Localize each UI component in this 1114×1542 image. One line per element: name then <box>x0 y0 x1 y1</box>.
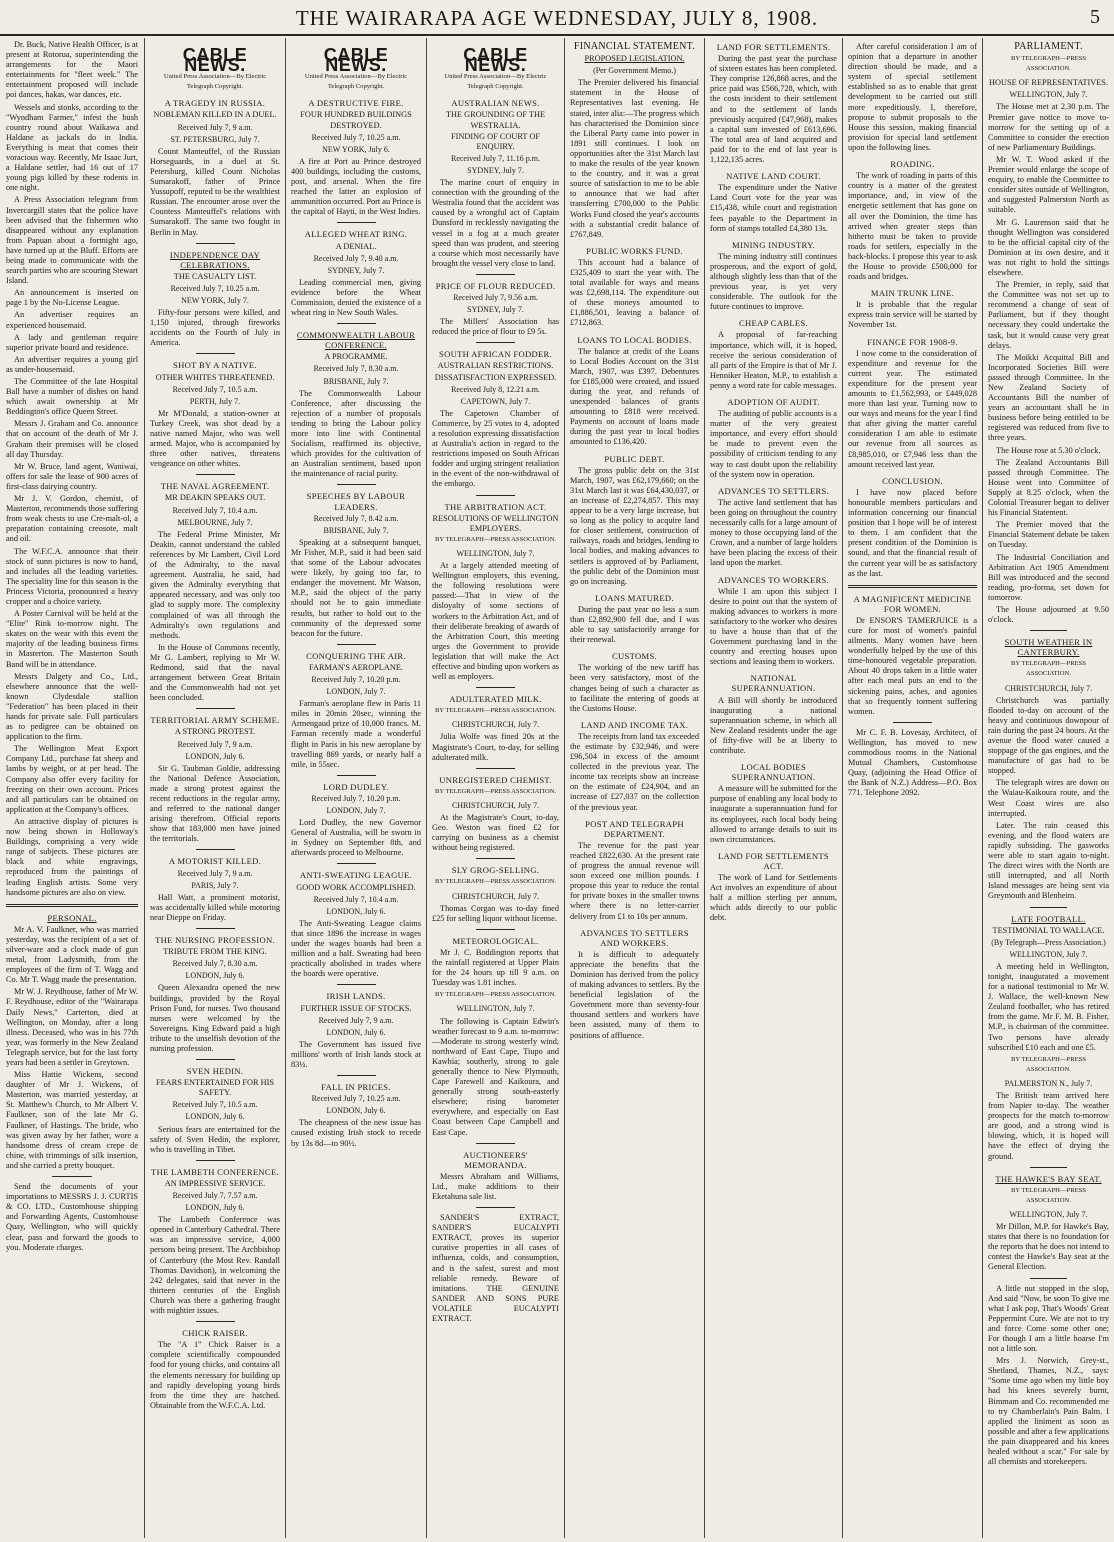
page-number: 5 <box>1090 6 1100 28</box>
dateline: SYDNEY, July 7. <box>467 305 524 315</box>
received-date: Received July 7, 10.25 a.m. <box>170 283 260 293</box>
divider <box>476 687 514 688</box>
advertisement: Mrs J. Norwich, Grey-st., Shetland, Thames, N.Z., says: "Some time ago when my little boy had his knees severely burnt, Bimmam and Co. recommended me to try Chamberlain's Pain Balm. I applied the liniment as soon as possible and after a few applications the pain disappeared and his knees healed without a scar." For sale by all chemists and storekeepers. <box>988 1356 1109 1467</box>
paragraph: The work of Land for Settlements Act involves an expenditure of about half a million sterling per annum, which adds directly to our public debt. <box>710 873 837 923</box>
section-heading: FINANCIAL STATEMENT. <box>573 41 696 52</box>
paragraph: The Zealand Accountants Bill passed through Committee. The House went into Committee of Supply at 8.25 o'clock, when the Colonial Treasurer began to deliver his Financial Statement. <box>988 457 1109 518</box>
divider <box>337 1075 376 1076</box>
story-subheading: RESOLUTIONS OF WELLINGTON EMPLOYERS. <box>432 513 559 533</box>
story-text: The Commonwealth Labour Conference, after discussing the rejection of a number of proposals tending to bring the Labour policy more into line with Continental Socialism, reaffirmed its objective, which provides for the cultivation of an Australian sentiment, based upon the maintenance of racial purity. <box>291 388 421 479</box>
story-heading: THE LAMBETH CONFERENCE. <box>151 1166 279 1177</box>
column-rule <box>426 38 427 1538</box>
wire-credit: BY TELEGRAPH—PRESS ASSOCIATION. <box>434 535 557 543</box>
column-rule <box>564 38 565 1538</box>
story-heading: SLY GROG-SELLING. <box>451 865 540 876</box>
dateline: WELLINGTON, July 7. <box>1009 90 1088 100</box>
paragraph: The Moikki Acquittal Bill and Incorporated Societies Bill were passed through Committee. In the New Zealand Society of Accountants Bill the number of years an accountant shall be in business before being entitled to be registered was reduced from five to three years. <box>988 352 1109 443</box>
received-date: Received July 7, 10.25 a.m. <box>311 132 401 142</box>
story-text: The Capetown Chamber of Commerce, by 25 votes to 4, adopted a resolution expressing dissatisfaction at Australia's action in regard to the restrictions imposed on South African fodder and urging stringent retaliation in the event of the non-withdrawal of the embargo. <box>432 408 559 489</box>
dateline: LONDON, July 6. <box>185 971 245 981</box>
paragraph: The House met at 2.30 p.m. The Premier gave notice to move to-morrow for the setting up of a Committee to consider the erection of new Parliamentary Buildings. <box>988 102 1109 152</box>
paragraph: While I am upon this subject I desire to point out that the system of making advances to workers is more satisfactory to the worker who desires to have a house than that of the Government purchasing land in the country and erecting houses upon sections and leasing them to workers. <box>710 586 837 667</box>
story-subheading: TRIBUTE FROM THE KING. <box>163 947 267 957</box>
paragraph: The Committee of the late Hospital Ball have a number of dishes on hand which await ownership at Mr Beddington's office Queen Street. <box>6 377 138 417</box>
story-heading: COMMONWEALTH LABOUR CONFERENCE. <box>296 330 416 351</box>
story-text: Messrs Abraham and Williams, Ltd., make additions to their Eketahuna sale list. <box>432 1171 559 1201</box>
story-subheading: AUSTRALIAN RESTRICTIONS. <box>437 361 554 371</box>
wire-credit: BY TELEGRAPH—PRESS ASSOCIATION. <box>434 991 557 999</box>
dateline: CHRISTCHURCH, July 7. <box>451 720 540 730</box>
section-subheading: HOUSE OF REPRESENTATIVES. <box>989 78 1108 88</box>
divider <box>1030 907 1066 908</box>
dateline: CHRISTCHURCH, July 7. <box>451 800 540 810</box>
received-date: Received July 7, 8.42 a.m. <box>313 513 399 523</box>
received-date: Received July 7, 10.4 a.m. <box>313 894 399 904</box>
story-text: The Government has issued five millions' worth of Irish lands stock at 83½. <box>291 1039 421 1069</box>
received-date: Received July 7, 10.25 a.m. <box>311 1094 401 1104</box>
dateline: LONDON, July 6. <box>185 751 245 761</box>
dateline: SYDNEY, July 7. <box>467 165 524 175</box>
story-heading: THE NURSING PROFESSION. <box>155 935 275 946</box>
story-heading: SPEECHES BY LABOUR LEADERS. <box>306 491 406 512</box>
paragraph: An announcement is inserted on page 1 by the No-License League. <box>6 288 138 308</box>
story-text: The Millers' Association has reduced the price of flour to £9 5s. <box>432 317 559 337</box>
divider <box>476 342 514 343</box>
dateline: PARIS, July 7. <box>191 880 239 890</box>
story-heading: THE ARBITRATION ACT. <box>444 501 547 512</box>
wire-credit: BY TELEGRAPH—PRESS ASSOCIATION. <box>1011 1186 1086 1204</box>
story-subheading: GOOD WORK ACCOMPLISHED. <box>296 882 416 892</box>
dateline: NEW YORK, July 6. <box>322 144 390 154</box>
story-heading: PRICE OF FLOUR REDUCED. <box>435 280 556 291</box>
paragraph: During the past year the purchase of sixteen estates has been completed. They comprise 126,868 acres, and the price paid was £566,728, which, with the costs incident to their settlement and to the settlement of lands previously acquired (£47,968), makes a capital sum invested of £613,696. The total area of land acquired and paid for to the end of last year is 1,122,135 acres. <box>710 54 837 165</box>
paragraph: The working of the new tariff has been very satisfactory, most of the changes being of such a character as to facilitate the entering of goods at the Customs House. <box>570 663 699 713</box>
dateline: LONDON, July 6. <box>326 1027 386 1037</box>
story-heading: THE HAWKE'S BAY SEAT. <box>995 1173 1102 1184</box>
story-text: Thomas Corgan was to-day fined £25 for selling liquor without license. <box>432 903 559 923</box>
dateline: LONDON, July 6. <box>185 1203 245 1213</box>
paragraph: The expenditure under the Native Land Court vote for the year was £15,438, while court and registration fees payable to the Department in form of stamps totalled £4,380 13s. <box>710 183 837 233</box>
dateline: LONDON, July 6. <box>326 1106 386 1116</box>
paragraph: A measure will be submitted for the purpose of enabling any local body to inaugurate a superannuation fund for its employees, each local body being allowed to arrange details to suit its own circumstances. <box>710 784 837 844</box>
received-date: Received July 8, 12.21 a.m. <box>451 384 540 394</box>
subheading: ADVANCES TO SETTLERS AND WORKERS. <box>580 927 689 948</box>
paragraph: The Wellington Meat Export Company Ltd., purchase fat sheep and lambs by weight, or at per head. The Company also offer every facility for freezing on their own account. Prices and all particulars can be obtained on application at the Company's offices. <box>6 744 138 814</box>
divider <box>337 484 376 485</box>
story-subheading: FOUR HUNDRED BUILDINGS DESTROYED. <box>300 110 412 130</box>
story-text: The Anti-Sweating League claims that since 1896 the increase in wages under the wages boards had been a million and a half. Sweating had been practically abolished in trades where the boards were operative. <box>291 918 421 979</box>
story-subheading: NOBLEMAN KILLED IN A DUEL. <box>153 110 277 120</box>
story-heading: A DESTRUCTIVE FIRE. <box>308 98 404 109</box>
story-heading: ALLEGED WHEAT RING. <box>304 229 408 240</box>
divider <box>476 858 514 859</box>
column-heading: CABLE NEWS. <box>182 45 248 76</box>
divider <box>196 1059 235 1060</box>
dateline: BRISBANE, July 7. <box>323 376 389 386</box>
dateline: LONDON, July 7. <box>326 806 386 815</box>
column-rule <box>982 38 983 1538</box>
divider <box>337 775 376 776</box>
column-financial-continued <box>710 40 837 1538</box>
dateline: ST. PETERSBURG, July 7. <box>170 134 260 144</box>
paragraph: Mr W. J. Reydhouse, father of Mr W. F. Reydhouse, editor of the "Wairarapa Daily News," Carterton, died at Wellington, on Monday, after a long illness. Deceased, who was in his 77th year, was formerly in the New Zealand Telegraph service, but for the last forty years had been a settler in Greytown. <box>6 987 138 1067</box>
divider <box>476 929 514 930</box>
dateline: CAPETOWN, July 7. <box>460 396 531 406</box>
divider <box>196 1160 235 1161</box>
dateline: LONDON, July 7. <box>326 687 386 697</box>
source-note: (Per Government Memo.) <box>593 66 676 76</box>
section-heading: PERSONAL. <box>47 912 97 923</box>
divider <box>337 323 376 324</box>
wire-credit: BY TELEGRAPH—PRESS ASSOCIATION. <box>1011 1055 1086 1073</box>
paragraph: Mr G. Laurenson said that he thought Wellington was considered to be the official capital city of the Dominion at its own desire, and it was not right to hold the sittings elsewhere. <box>988 217 1109 277</box>
story-heading: SVEN HEDIN. <box>186 1066 244 1077</box>
subheading: FINANCE FOR 1908-9. <box>867 336 958 347</box>
subheading: LAND AND INCOME TAX. <box>580 719 689 730</box>
subheading: ADVANCES TO WORKERS. <box>717 574 830 585</box>
story-subheading: OTHER WHITES THREATENED. <box>155 372 275 382</box>
received-date: Received July 7, 9 a.m. <box>318 1015 394 1025</box>
paragraph: A meeting held in Wellington, tonight, inaugurated a movement for a national testimonial to Mr W. J. Wallace, the well-known New Zealand footballer, who has retired from the game. Mr F. M. B. Fisher, M.P., is chairman of the committee. Two persons have already subscribed £10 each and one £5. <box>988 961 1109 1052</box>
received-date: Received July 7, 9.40 a.m. <box>313 253 399 263</box>
subheading: CUSTOMS. <box>612 651 657 662</box>
section-heading: PARLIAMENT. <box>1014 41 1083 52</box>
received-date: Received July 7, 9 a.m. <box>177 868 253 878</box>
story-heading: CONQUERING THE AIR. <box>306 650 406 661</box>
section-subheading: PROPOSED LEGISLATION. <box>584 54 685 64</box>
column-rule <box>144 38 145 1538</box>
paragraph: The receipts from land tax exceeded the estimate by £32,946, and were £96,504 in excess of the amount collected in the previous year. The income tax receipts show an increase on the estimate of £24,904, and an increase of £27,037 on the collection of the previous year. <box>570 731 699 812</box>
story-subheading: MR DEAKIN SPEAKS OUT. <box>164 493 266 503</box>
story-heading: FALL IN PRICES. <box>321 1082 391 1093</box>
story-heading: INDEPENDENCE DAY CELEBRATIONS. <box>169 249 261 270</box>
story-heading: AUCTIONEERS' MEMORANDA. <box>463 1149 528 1170</box>
paragraph: The mining industry still continues prosperous, and the export of gold, although slightly less than that of the previous year, is yet very considerable. The outlook for the future continues to improve. <box>710 251 837 312</box>
column-cable-news-1 <box>150 40 280 1538</box>
paragraph: Mr J. V. Gordon, chemist, of Masterton, recommends those suffering from weak chests to use Cre-malt-ol, a preparation containing creosote, malt and oil. <box>6 494 138 544</box>
advertisement: SANDER'S EXTRACT, SANDER'S EUCALYPTI EXTRACT, proves its superior curative properties in all cases of influenza, colds, and consumption, and is the safest, surest and most reliable remedy. Beware of imitations. THE GENUINE SANDER AND SONS PURE VOLATILE EUCALYPTI EXTRACT. <box>432 1213 559 1324</box>
story-subheading: FEARS ENTERTAINED FOR HIS SAFETY. <box>156 1078 274 1098</box>
paragraph: The W.F.C.A. announce that their stock of sunn pictures is now to hand, and includes all the leading varieties. The speciality line for this season is the Princess Victoria, pronounced a heavy cropper and a choice variety. <box>6 546 138 606</box>
section-divider <box>6 904 138 907</box>
story-heading: SOUTH AFRICAN FODDER. <box>438 349 553 360</box>
paragraph: Messrs Dalgety and Co., Ltd., elsewhere announce that the well-known Clydesdale stallion "Federation" has been placed in their hands for private sale. Full particulars as to pedigree can be obtained on application to the firm. <box>6 671 138 742</box>
section-divider <box>848 585 977 588</box>
advert-heading: CHICK RAISER. <box>182 1328 248 1339</box>
dateline: WELLINGTON, July 7. <box>1009 949 1088 959</box>
advert-heading: A MAGNIFICENT MEDICINE FOR WOMEN. <box>853 593 972 614</box>
received-date: Received July 7, 7.57 a.m. <box>172 1191 258 1200</box>
story-text: Lord Dudley, the new Governor General of Australia, will be sworn in in Sydney on September 8th, and afterwards proceed to Melbourne. <box>291 818 421 858</box>
story-text: The following is Captain Edwin's weather forecast to 9 a.m. to-morrow:—Moderate to strong westerly wind, northward of East Cape, Tiupo and Kawhia; southerly, strong to gale generally thence to New Plymouth, Cape Farewell and Kaikoura, and generally strong south-easterly elsewhere; rising barometer everywhere, and especially on East Coast between Cape Campbell and East Cape. <box>432 1016 559 1137</box>
paragraph: The Premier delivered his financial statement in the House of Representatives last evening. He stated, inter alia:—The progress which has characterised the Dominion since the Liberal Party came into power in 1891 still continues. I look on opportunities after the 31st March last to make the results of the year known to the country, and it was a great source of satisfaction to me to be able to announce that we had after transferring £700,000 to the Public Works Fund closed the year's accounts with a substantial credit balance of £767,849. <box>570 78 699 239</box>
paragraph: The Premier, in reply, said that the Committee was not set up to recommend a change of seat of Parliament, but if they thought necessary they could undertake the task, but it would cause very great delays. <box>988 280 1109 350</box>
dateline: CHRISTCHURCH, July 7. <box>451 891 540 901</box>
story-text: Mr J. C. Boddington reports that the rainfall registered at Upper Plain for the 24 hours up till 9 a.m. on Tuesday was 1.81 inches. <box>432 947 559 988</box>
divider <box>196 928 235 929</box>
paragraph: The auditing of public accounts is a matter of the very greatest importance, and every effort should be made to prevent even the possibility of criticism tending to any way to cast doubt upon the reliability of the system now in operation. <box>710 409 837 479</box>
paragraph: A lady and gentleman require superior private board and residence. <box>6 332 138 352</box>
divider <box>1030 630 1066 631</box>
received-date: Received July 7, 8.30 a.m. <box>313 364 399 374</box>
story-heading: LATE FOOTBALL. <box>1011 913 1086 924</box>
divider <box>196 708 235 709</box>
story-heading: IRISH LANDS. <box>326 991 386 1002</box>
story-subheading: THE CASUALTY LIST. <box>173 271 257 281</box>
paragraph: Messrs J. Graham and Co. announce that on account of the death of Mr J. Graham their premises will be closed all day Thursday. <box>6 419 138 459</box>
wire-credit: United Press Association—By Electric Telegraph Copyright. <box>304 73 408 91</box>
divider <box>476 768 514 769</box>
divider <box>1030 1167 1066 1168</box>
paragraph: During the past year no less a sum than £2,892,900 fell due, and I was able to say satisfactorily arrange for their renewal. <box>570 604 699 645</box>
received-date: Received July 7, 11.16 p.m. <box>450 153 541 163</box>
paragraph: The British team arrived here from Napier to-day. The weather prospects for the match to-morrow are good, and a strong wind is blowing, which, it is hoped will have the effect of drying the ground. <box>988 1091 1109 1161</box>
story-text: In the House of Commons recently, Mr G. Lambert, replying to Mr W. Redmond, said that the naval arrangement between Great Britain and the Commonwealth had not yet been concluded. <box>150 642 280 703</box>
column-local-notes <box>6 40 138 1538</box>
divider <box>196 353 235 354</box>
paragraph: Wessels and stonks, according to the "Wyndham Farmer," infest the bush country round about Waikawa and Haldane as jackals do in India. Everything is meat that comes their voracious way. Recently, Mr Isaac Jurt, a Haldane settler, had 16 out of 17 young pigs killed by these rodents in one night. <box>6 102 138 193</box>
column-rule <box>842 38 843 1538</box>
divider <box>337 222 376 223</box>
story-heading: THE NAVAL AGREEMENT. <box>160 481 270 492</box>
paragraph: The Premier moved that the Financial Statement debate be taken on Tuesday. <box>988 520 1109 550</box>
story-subheading: DISSATISFACTION EXPRESSED. <box>434 372 557 382</box>
dateline: WELLINGTON, July 7. <box>456 1004 535 1014</box>
subheading: LAND FOR SETTLEMENTS ACT. <box>717 850 830 871</box>
dateline: WELLINGTON, July 7. <box>456 548 535 558</box>
dateline: PALMERSTON N., July 7. <box>1004 1078 1093 1088</box>
column-cable-news-2 <box>291 40 421 1538</box>
subheading: ROADING. <box>890 159 935 170</box>
paragraph: A Bill will shortly be introduced inaugurating a national superannuation scheme, in which all New Zealand residents under the age of fifty-five will be at liberty to contribute. <box>710 695 837 755</box>
column-heading: CABLE NEWS. <box>323 45 389 76</box>
received-date: Received July 7, 8.30 a.m. <box>172 959 258 969</box>
story-text: Julia Wolfe was fined 20s at the Magistrate's Court, to-day, for selling adulterated milk. <box>432 732 559 762</box>
story-subheading: A DENIAL. <box>335 241 377 251</box>
story-heading: A MOTORIST KILLED. <box>168 856 262 867</box>
story-subheading: A STRONG PROTEST. <box>174 727 256 737</box>
story-heading: ADULTERATED MILK. <box>449 694 542 705</box>
received-date: Received July 7, 10.5 a.m. <box>172 1100 258 1110</box>
received-date: Received July 7, 9 a.m. <box>177 739 253 749</box>
story-text: Queen Alexandra opened the new buildings, provided by the Royal Prison Fund, for nurses. Two thousand nurses were welcomed by the Sovereigns. King Edward paid a high tribute to the unselfish devotion of the nursing profession. <box>150 983 280 1053</box>
story-text: Leading commercial men, giving evidence before the Wheat Commission, denied the existence of a wheat ring in New South Wales. <box>291 277 421 318</box>
story-subheading: FARMAN'S AEROPLANE. <box>308 662 403 672</box>
story-text: Serious fears are entertained for the safety of Sven Hedin, the explorer, who is travelling in Tibet. <box>150 1124 280 1154</box>
paragraph: Christchurch was partially flooded to-day on account of the heavy and continuous downpour of rain during the past 24 hours. At the avenue the flood water caused a stoppage of the gas engines, and the manufacture of gas had to be stopped. <box>988 695 1109 776</box>
subheading: LOANS TO LOCAL BODIES. <box>577 334 692 345</box>
story-subheading: FURTHER ISSUE OF STOCKS. <box>300 1003 412 1013</box>
story-text: At the Magistrate's Court, to-day, Geo. Weston was fined £2 for carrying on business as a chemist without being registered. <box>432 813 559 853</box>
story-text: The marine court of enquiry in connection with the grounding of the Westralia found that the accident was caused by a wrongful act of Captain Dunsford in recklessly navigating the vessel in a fog at a much greater speed than was prudent, and steering a course which most necessarily have brought the vessel very close to land. <box>432 178 559 268</box>
subheading: CONCLUSION. <box>882 475 943 486</box>
paragraph: The revenue for the past year reached £822,630. At the present rate of progress the annual revenue will soon exceed one million pounds. I propose this year to reduce the rental for private boxes in the smaller towns where there is no letter-carrier delivery from £1 to 10s per annum. <box>570 840 699 921</box>
subheading: ADOPTION OF AUDIT. <box>727 397 820 407</box>
wire-credit: BY TELEGRAPH—PRESS ASSOCIATION. <box>434 878 557 886</box>
story-text: The Federal Prime Minister, Mr Deakin, cannot understand the cabled references by Mr Lambert, Civil Lord of the Admiralty, to the naval agreement. Australia, he said, had given the Admiralty everything that appeared necessary, and was only too glad to supply more. The complexity complained of was all through the Admiralty's own regulations and methods. <box>150 529 280 640</box>
paragraph: Later. The rain ceased this evening, and the flood waters are rapidly subsiding. The gasworks were able to start again to-night. The direct wires with the North are still interrupted, and all North Island messages are being sent via Greymouth and Blenheim. <box>988 820 1109 901</box>
column-cable-news-3 <box>432 40 559 1538</box>
divider <box>476 274 514 275</box>
received-date: Received July 7, 10.20 p.m. <box>311 793 401 803</box>
paragraph: A proposal of far-reaching importance, which will, it is hoped, receive the serious consideration of all parts of the Empire is that of Mr J. Henniker Heaton, M.P., to establish a penny a word rate for cable messages. <box>710 330 837 390</box>
story-heading: TERRITORIAL ARMY SCHEME. <box>150 715 280 726</box>
paragraph: The active land settlement that has been going on throughout the country necessarily calls for a large amount of money to those occupying land of the Crown, and a number of large holders have been placing the excess of their land upon the market. <box>710 497 837 568</box>
divider <box>893 722 932 723</box>
paragraph: The work of roading in parts of this country is a matter of the greatest importance, and, in view of the energetic settlement that has gone on all over the Dominion, the time has arrived when greater steps than hitherto must be taken to provide roads for settlers, especially in the back-blocks. I propose this year to ask the House to provide £500,000 for roads and bridges. <box>848 171 977 282</box>
divider <box>52 1176 92 1177</box>
paragraph: Mr Dillon, M.P. for Hawke's Bay, states that there is no foundation for the reports that he does not intend to contest the Hawke's Bay seat at the General Election. <box>988 1222 1109 1272</box>
divider <box>196 474 235 475</box>
story-subheading: FINDING OF COURT OF ENQUIRY. <box>450 131 540 151</box>
advertisement: A little nut stopped in the slop, And said "Now, be soon To give me what I ask pop, That's Woods' Great Peppermint Cure. We are not to try and force Come some other one; For though I am a little hoarse I'm not a little son. <box>988 1283 1109 1354</box>
story-text: Fifty-four persons were killed, and 1,150 injured, through fireworks accidents on the Fourth of July in America. <box>150 308 280 348</box>
masthead-title: THE WAIRARAPA AGE WEDNESDAY, JULY 8, 1908. <box>295 6 819 30</box>
subheading: ADVANCES TO SETTLERS. <box>717 485 830 496</box>
column-rule <box>285 38 286 1538</box>
subheading: POST AND TELEGRAPH DEPARTMENT. <box>585 818 684 839</box>
paragraph: Dr. Buck, Native Health Officer, is at present at Rotorua, superintending the arrangements for the Maori entertainments for "fleet week." The entertainment proposed will include poi dances, hakas, war dances, etc. <box>6 40 138 100</box>
divider <box>476 1143 514 1144</box>
wire-credit: BY TELEGRAPH—PRESS ASSOCIATION. <box>1011 660 1086 678</box>
paragraph: This account had a balance of £325,409 to start the year with. The total available for ways and means was £2,698,114. The expenditure out of these moneys amounted to £1,886,501, leaving a balance of £712,863. <box>570 257 699 328</box>
paragraph: The House rose at 5.30 o'clock. <box>996 445 1101 455</box>
subheading: CHEAP CABLES. <box>739 318 808 329</box>
advertisement: Mr C. F. B. Lovesay, Architect, of Wellington, has moved to new commodious rooms in the National Mutual Chambers, Customhouse Quay, (adjoining the Head Office of the Bank of N.Z.) Address—P.O. Box 771. Telephone 2092. <box>848 727 977 798</box>
story-subheading: TESTIMONIAL TO WALLACE. <box>992 925 1105 935</box>
advertisement: Dr ENSOR'S TAMERJUICE is a cure for most of women's painful ailments. Many women have been wonderfully helped by the use of this time-honoured vegetable preparation. About 40 drops taken in a little water after each meal puts an end to the sickening pains, aches, and agonies that so frequently torment suffering women. <box>848 615 977 716</box>
story-heading: ANTI-SWEATING LEAGUE. <box>299 870 413 881</box>
advertisement: The "A 1" Chick Raiser is a complete scientifically compounded food for young chicks, and contains all the elements necessary for building up and rapidly developing young birds from the time they are hatched. Obtainable from the W.F.C.A. Ltd. <box>150 1340 280 1410</box>
dateline: MELBOURNE, July 7. <box>177 517 253 527</box>
divider <box>196 849 235 850</box>
paragraph: It is difficult to adequately appreciate the benefits that the Dominion has derived from the policy of making advances to settlers. By the beneficial legislation of the Government more than seventy-four thousand settlers and workers have been assisted, many of them to positions of affluence. <box>570 949 699 1040</box>
subheading: MAIN TRUNK LINE. <box>870 288 955 299</box>
story-text: At a largely attended meeting of Wellington employers, this evening, the following resolutions were passed:—That in view of the disloyalty of some sections of workers to the Arbitration Act, and of their deliberate breaking of awards of the Arbitration Court, this meeting urges the Government to provide legislation that will make the Act effective and binding upon workers as well as employers. <box>432 561 559 682</box>
advertisement: Send the documents of your importations to MESSRS J. J. CURTIS & CO. LTD., Customhouse shipping and Forwarding Agents, Customhouse Quay, Wellington, who will quickly clear, pass and forward the goods to you. Moderate charges. <box>6 1182 138 1252</box>
paragraph: An advertiser requires an experienced housemaid. <box>6 310 138 330</box>
story-heading: AUSTRALIAN NEWS. <box>451 98 540 109</box>
subheading: PUBLIC WORKS FUND. <box>586 245 683 256</box>
story-text: The Lambeth Conference was opened in Canterbury Cathedral. There was an impressive service, 4,000 persons being present. The Archbishop of Canterbury (the Most Rev. Randall Thomas Davidson), in welcoming the 242 delegates, said that never in the thirteen centuries of the English Church was there a gathering fraught with mightier issues. <box>150 1215 280 1316</box>
dateline: WELLINGTON, July 7. <box>1009 1209 1088 1219</box>
dateline: LONDON, July 6. <box>185 1112 245 1122</box>
received-date: Received July 7, 10.20 p.m. <box>311 674 401 684</box>
wire-credit: BY TELEGRAPH—PRESS ASSOCIATION. <box>434 707 557 715</box>
dateline: PERTH, July 7. <box>189 396 241 406</box>
received-date: Received July 7, 9.56 a.m. <box>453 292 538 302</box>
paragraph: Miss Hattie Wickens, second daughter of Mr J. Wickens, of Masterton, was married yesterday, at St. Matthew's Church, to Mr Albert V. Faulkner, son of the late Mr G. Faulkner, of Hastings. The bride, who was given away by her father, wore a handsome dress of cream crepe de chine, with trimmings of silk insertion, and she carried a pretty bouquet. <box>6 1070 138 1170</box>
story-heading: SHOT BY A NATIVE. <box>173 360 257 371</box>
paragraph: The balance at credit of the Loans to Local Bodies Account on the 31st March, 1907, was £397. Debentures for £185,000 were created, and issued during the year, and refunds of unexpended balances of grants amounting to £818 were received. Payments on account of loans made during the past year to local bodies amounted to £136,420. <box>570 346 699 447</box>
divider <box>337 644 376 645</box>
paragraph: It is probable that the regular express train service will be started by November 1st. <box>848 300 977 330</box>
story-text: Speaking at a subsequent banquet, Mr Fisher, M.P., said it had been said that some of the Labour advocates were likely, by going too far, to endanger the movement. Mr Watson, M.P., said the object of the party should not be to gain immediate results, but rather to hold out to the community of the depressed some beacon for the future. <box>291 537 421 638</box>
wire-credit: United Press Association—By Electric Telegraph Copyright. <box>163 73 267 91</box>
paragraph: The Industrial Conciliation and Arbitration Act 1905 Amendment Bill was introduced and the second reading, pro-forma, set down for tomorrow. <box>988 552 1109 602</box>
paragraph: I now come to the consideration of expenditure and revenue for the current year. The estimated expenditure for the present year amounts to £1,562,993, or £449,028 more than last year. Turning now to our ways and means for the year I find that after giving the matter careful consideration I am able to estimate our revenue from all sources as £8,985,010, or £7,946 less than the amount received last year. <box>848 348 977 469</box>
paragraph: The House adjourned at 9.50 o'clock. <box>988 604 1109 625</box>
divider <box>337 984 376 985</box>
column-financial-conclusion <box>848 40 977 1538</box>
column-rule <box>704 38 705 1538</box>
subheading: NATIONAL SUPERANNUATION. <box>731 673 816 694</box>
divider <box>196 243 235 244</box>
dateline: SYDNEY, July 7. <box>327 265 385 275</box>
wire-credit: United Press Association—By Electric Telegraph Copyright. <box>444 73 547 91</box>
paragraph: A Poster Carnival will be held at the "Elite" Rink to-morrow night. The skates on the wear with this event the majority of the leading business firms in Masterton. The Masterton South Band will be in attendance. <box>6 609 138 669</box>
story-text: Sir G. Taubman Goldie, addressing the National Defence Association, made a strong protest against the recent reductions in the regular army, and referred to the national danger arising therefrom. Official reports show that 183,000 men have joined the territorials. <box>150 763 280 844</box>
story-text: Count Manteuffel, of the Russian Horseguards, in a duel at St. Petersburg, killed Count Nicholas Sumarakoff, father of Prince Yussupoff, reputed to be the wealthiest Russian. The encounter arose over the Countess Manteuffel's relations with Sumarakoff. The same two fought in Berlin in May. <box>150 146 280 237</box>
divider <box>196 1321 235 1322</box>
dateline: BRISBANE, July 7. <box>323 525 389 535</box>
subheading: MINING INDUSTRY. <box>732 239 815 250</box>
wire-credit: (By Telegraph—Press Association.) <box>991 937 1106 947</box>
paragraph: An attractive display of pictures is now being shown in Holloway's Buildings, comprising a very wide range of subjects. These pictures are black and white engravings, reproduced from the paintings of leading English artists. Some very handsome pictures are also on view. <box>6 816 138 897</box>
paragraph: After careful consideration I am of opinion that a departure in another direction should be made, and a system of special settlement established so as to enable that great development to be carried out still more expeditiously. I, therefore, propose to submit proposals to the House this session, making financial provision for special land settlement upon the following lines. <box>848 42 977 152</box>
wire-credit: BY TELEGRAPH—PRESS ASSOCIATION. <box>1011 55 1086 73</box>
story-heading: LORD DUDLEY. <box>323 781 389 792</box>
story-text: Mr M'Donald, a station-owner at Turkey Creek, was shot dead by a native named Major, who was well armed. Major, who is accompanied by three other natives, threatens vengeance on other whites. <box>150 408 280 469</box>
paragraph: Mr W. T. Wood asked if the Premier would enlarge the scope of enquiry, to enable the Committee to consider sites outside of Wellington, and suggested Palmerston North as suitable. <box>988 154 1109 215</box>
story-heading: UNREGISTERED CHEMIST. <box>439 774 552 785</box>
divider <box>476 495 514 496</box>
dateline: NEW YORK, July 7. <box>181 295 249 305</box>
paragraph: An advertiser requires a young girl as under-housemaid. <box>6 354 138 374</box>
subheading: PUBLIC DEBT. <box>604 453 665 464</box>
story-heading: SOUTH WEATHER IN CANTERBURY. <box>1004 637 1093 658</box>
paragraph: I have now placed before honourable members particulars and information concerning our financial position that I hope will be of interest to them. I am confident that the present condition of the Dominion is sound, and that the financial result of the current year will be as satisfactory as the last. <box>848 487 977 578</box>
dateline: LONDON, July 6. <box>326 906 386 916</box>
received-date: Received July 7, 10.5 a.m. <box>172 384 258 394</box>
story-text: The cheapness of the new issue has caused existing Irish stock to recede by 13s 8d—to 90½. <box>291 1118 421 1148</box>
divider <box>1030 1278 1066 1279</box>
story-subheading: A PROGRAMME. <box>324 352 388 362</box>
column-parliament <box>988 40 1109 1538</box>
subheading: LOCAL BODIES SUPERANNUATION. <box>731 762 816 783</box>
wire-credit: BY TELEGRAPH—PRESS ASSOCIATION. <box>434 787 557 795</box>
divider <box>337 863 376 864</box>
received-date: Received July 7, 10.4 a.m. <box>172 505 258 515</box>
paragraph: The telegraph wires are down on the Waiau-Kaikoura route, and the West Coast wires are also interrupted. <box>988 778 1109 818</box>
dateline: CHRISTCHURCH, July 7. <box>1004 683 1093 693</box>
divider <box>476 1207 514 1208</box>
story-text: A fire at Port au Prince destroyed 400 buildings, including the customs, post, and arsenal. When the fire reached the latter an explosion of ammunition occurred. Port au Prince is the capital of Hayti, in the West Indies. <box>291 156 421 217</box>
subheading: LAND FOR SETTLEMENTS. <box>716 42 831 52</box>
paragraph: Mr W. Bruce, land agent, Waniwai, offers for sale the lease of 900 acres of first-class dairying country. <box>6 461 138 491</box>
story-subheading: THE GROUNDING OF THE WESTRALIA. <box>445 110 546 130</box>
story-heading: A TRAGEDY IN RUSSIA. <box>164 98 266 109</box>
subheading: NATIVE LAND COURT. <box>726 171 821 182</box>
paragraph: The gross public debt on the 31st March, 1907, was £62,179,660; on the 31st March last it was £64,430,037, or an increase of £2,274,857. This may appear to be a very large increase, but so long as the policy to acquire land for closer settlement, construction of railways, roads and bridges, lending to local bodies, and making advances to settlers is approved of by Parliament, the public debt of the Dominion must go on increasing. <box>570 465 699 586</box>
received-date: Received July 7, 9 a.m. <box>177 122 253 132</box>
paragraph: Mr A. V. Faulkner, who was married yesterday, was the recipient of a set of silver-ware and a clock made of gun metal, from Ladysmith, from the employees of the firm of T. Wagg and Co. Mr T. Wagg made the presentation. <box>6 924 138 985</box>
story-subheading: AN IMPRESSIVE SERVICE. <box>164 1178 266 1188</box>
column-heading: CABLE NEWS. <box>463 45 528 76</box>
paragraph: A Press Association telegram from Invercargill states that the police have been advised that the fishermen who disappeared without any explanation from Papuan about a fortnight ago, have turned up at the Bluff. Efforts are being made to communicate with the search parties who are scouring Stewart Island. <box>6 195 138 286</box>
subheading: LOANS MATURED. <box>595 592 674 603</box>
masthead <box>0 0 1114 36</box>
story-heading: METEOROLOGICAL. <box>452 935 539 946</box>
story-text: Farman's aeroplane flew in Paris 11 miles in 20min 20sec, winning the Armengaud prize of 10,000 francs. M. Farman recently made a wonderful flight in Paris in his new aeroplane by travelling 869 yards, or nearly half a mile, in 55sec. <box>291 699 421 769</box>
column-financial-statement <box>570 40 699 1538</box>
story-text: Hall Watt, a prominent motorist, was accidentally killed while motoring near Dieppe on Friday. <box>150 892 280 922</box>
